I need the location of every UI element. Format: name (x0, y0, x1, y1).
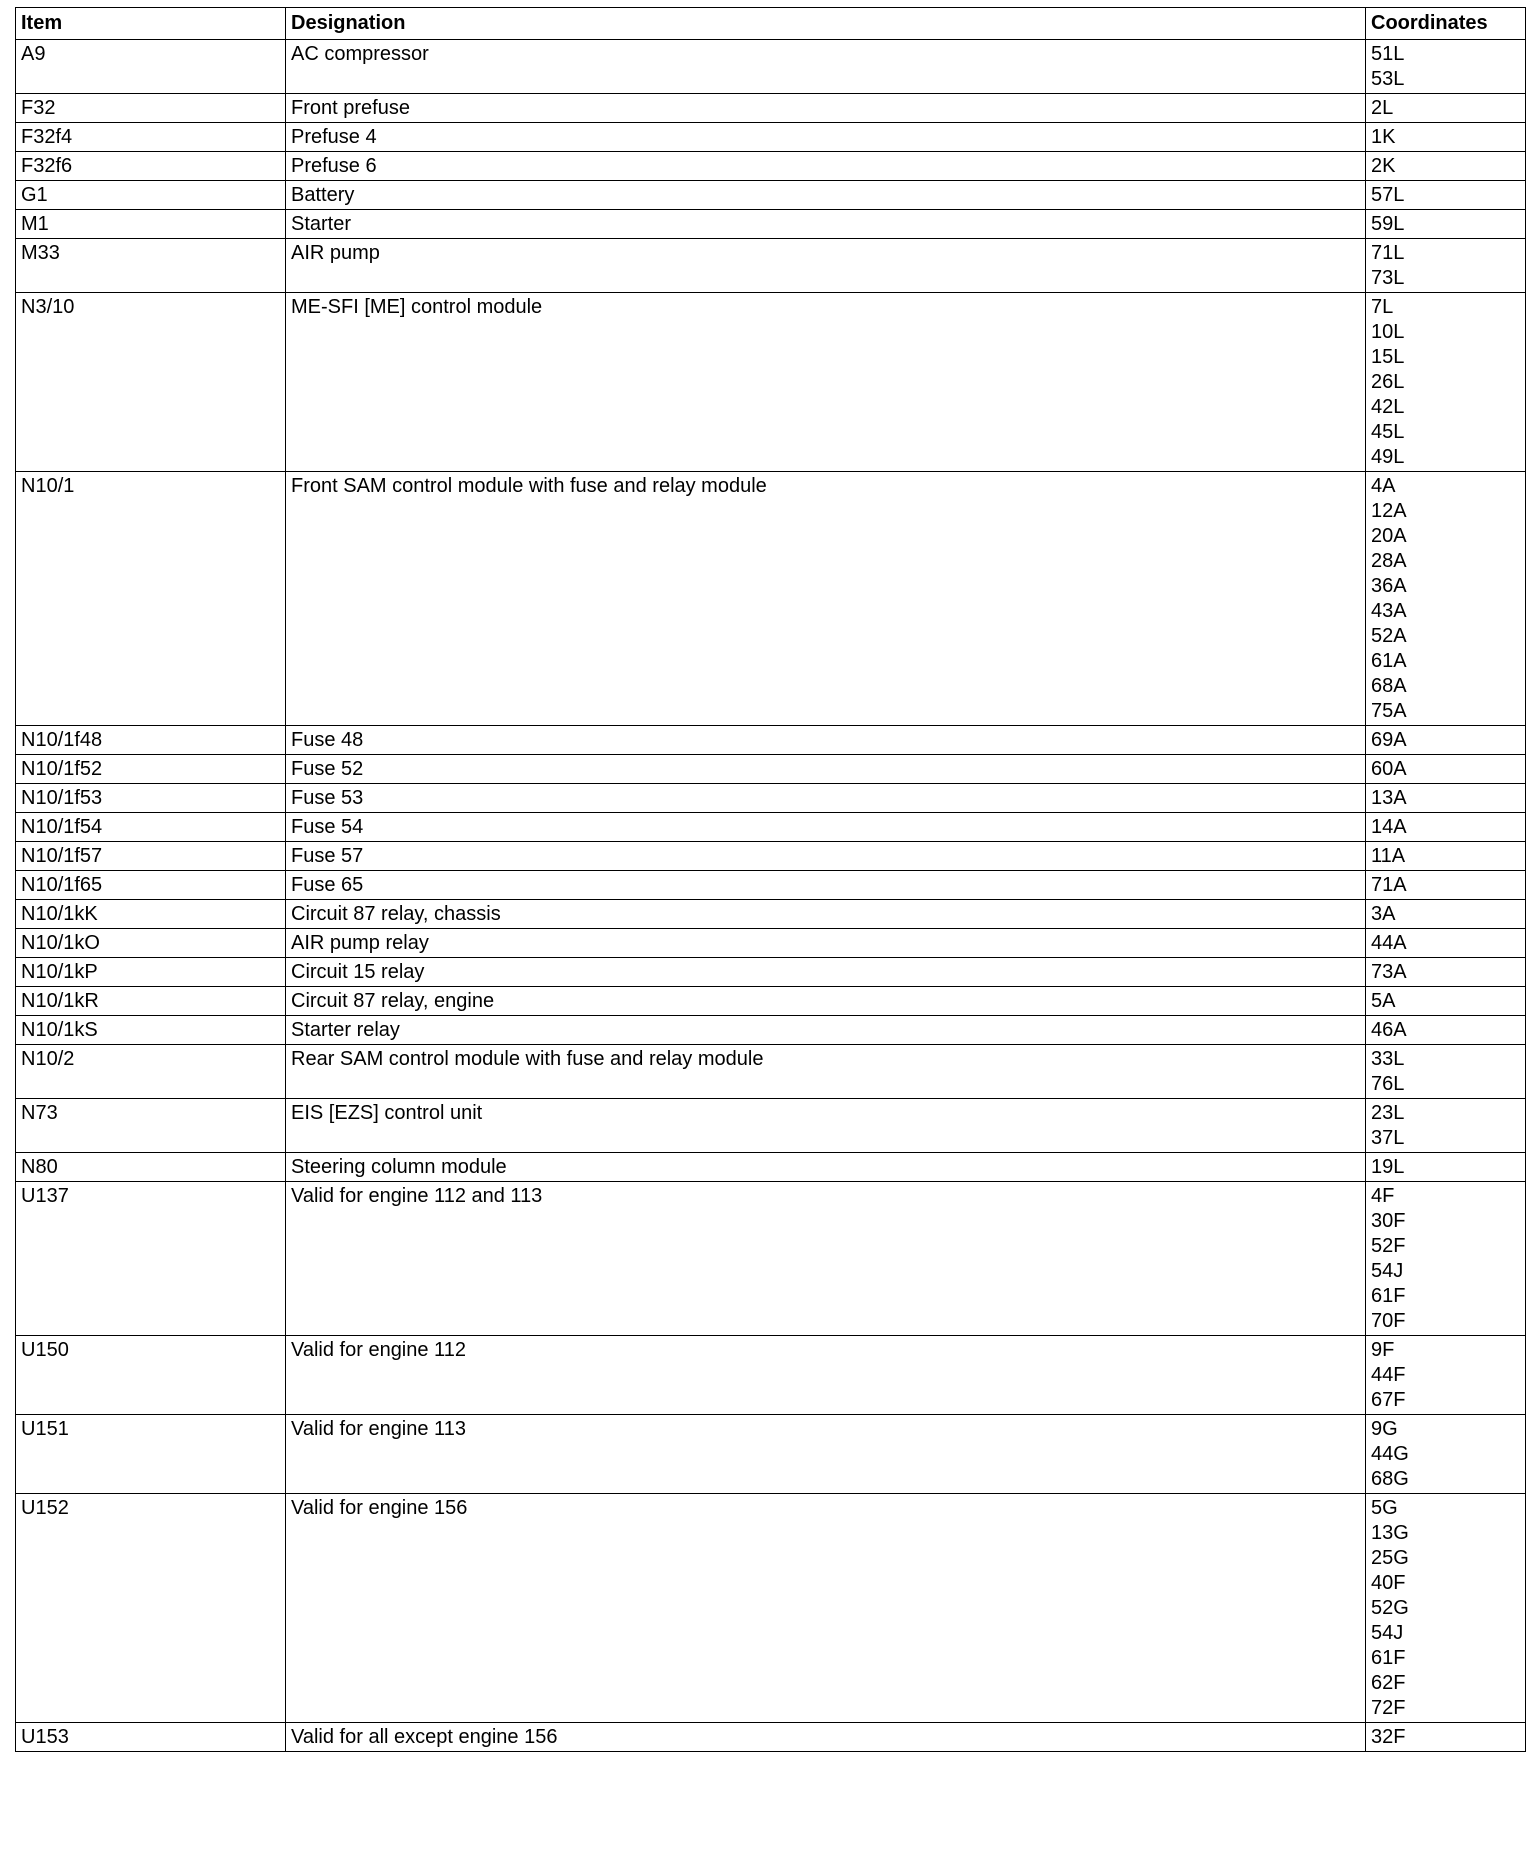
item-cell: N10/1kR (16, 987, 286, 1016)
coordinates-cell (1366, 1099, 1526, 1153)
item-cell: U137 (16, 1182, 286, 1336)
coordinates-cell (1366, 813, 1526, 842)
designation-cell: Valid for engine 112 (286, 1336, 1366, 1415)
designation-cell: Front prefuse (286, 94, 1366, 123)
coordinates-cell (1366, 1182, 1526, 1336)
coordinate-value: 3A (1371, 903, 1396, 925)
designation-cell: Valid for engine 112 and 113 (286, 1182, 1366, 1336)
designation-cell: Starter relay (286, 1016, 1366, 1045)
designation-cell: Fuse 52 (286, 755, 1366, 784)
table-row (16, 1415, 1526, 1494)
coordinate-value: 32F (1371, 1726, 1406, 1748)
coordinate-value: 73L (1371, 267, 1405, 289)
coordinate-value: 61F (1371, 1647, 1406, 1669)
table-body (16, 40, 1526, 1752)
coordinate-value: 71L (1371, 242, 1405, 264)
coordinates-cell (1366, 1045, 1526, 1099)
coordinate-value: 76L (1371, 1073, 1405, 1095)
table-row (16, 1182, 1526, 1336)
coordinate-value: 68G (1371, 1468, 1409, 1490)
table-row (16, 842, 1526, 871)
table-row (16, 123, 1526, 152)
designation-cell: Valid for engine 156 (286, 1494, 1366, 1723)
header-row (16, 8, 1526, 40)
coordinates-cell (1366, 239, 1526, 293)
table-row (16, 472, 1526, 726)
designation-cell: AIR pump (286, 239, 1366, 293)
coordinate-value: 69A (1371, 729, 1407, 751)
coordinate-value: 20A (1371, 525, 1407, 547)
coordinate-value: 49L (1371, 446, 1405, 468)
designation-cell: Steering column module (286, 1153, 1366, 1182)
table-row (16, 1153, 1526, 1182)
coordinate-value: 46A (1371, 1019, 1407, 1041)
table-row (16, 40, 1526, 94)
coordinates-cell (1366, 210, 1526, 239)
table-row (16, 1099, 1526, 1153)
coordinates-cell (1366, 842, 1526, 871)
coordinates-cell (1366, 293, 1526, 472)
table-row (16, 755, 1526, 784)
coordinate-value: 25G (1371, 1547, 1409, 1569)
table-row (16, 726, 1526, 755)
table-row (16, 1723, 1526, 1752)
table-row (16, 784, 1526, 813)
coordinate-value: 15L (1371, 346, 1405, 368)
coordinates-cell (1366, 1415, 1526, 1494)
designation-cell: ME-SFI [ME] control module (286, 293, 1366, 472)
coordinates-cell (1366, 1723, 1526, 1752)
item-cell: N3/10 (16, 293, 286, 472)
item-cell: U152 (16, 1494, 286, 1723)
designation-cell: Circuit 87 relay, engine (286, 987, 1366, 1016)
coordinate-value: 13A (1371, 787, 1407, 809)
designation-cell: Fuse 65 (286, 871, 1366, 900)
designation-cell: Circuit 87 relay, chassis (286, 900, 1366, 929)
coordinate-value: 40F (1371, 1572, 1406, 1594)
table-row (16, 900, 1526, 929)
designation-cell: Fuse 48 (286, 726, 1366, 755)
coordinate-value: 13G (1371, 1522, 1409, 1544)
coordinate-value: 42L (1371, 396, 1405, 418)
item-cell: F32 (16, 94, 286, 123)
coordinate-value: 44A (1371, 932, 1407, 954)
coordinates-cell (1366, 40, 1526, 94)
table-row (16, 152, 1526, 181)
item-cell: N10/1 (16, 472, 286, 726)
coordinates-cell (1366, 900, 1526, 929)
coordinates-cell (1366, 181, 1526, 210)
item-cell: N80 (16, 1153, 286, 1182)
table-row (16, 958, 1526, 987)
item-cell: U151 (16, 1415, 286, 1494)
coordinate-value: 52A (1371, 625, 1407, 647)
coordinate-value: 44G (1371, 1443, 1409, 1465)
coordinate-value: 61F (1371, 1285, 1406, 1307)
table-row (16, 94, 1526, 123)
coordinate-value: 30F (1371, 1210, 1406, 1232)
coordinates-cell (1366, 1153, 1526, 1182)
coordinate-value: 52G (1371, 1597, 1409, 1619)
designation-cell: Valid for engine 113 (286, 1415, 1366, 1494)
item-cell: N10/1f48 (16, 726, 286, 755)
coordinate-value: 51L (1371, 43, 1405, 65)
coordinate-value: 23L (1371, 1102, 1405, 1124)
designation-cell: Battery (286, 181, 1366, 210)
coordinates-cell (1366, 871, 1526, 900)
coordinate-value: 37L (1371, 1127, 1405, 1149)
header-item: Item (16, 8, 286, 40)
header-coordinates: Coordinates (1366, 8, 1526, 40)
coordinate-value: 14A (1371, 816, 1407, 838)
designation-cell: Fuse 54 (286, 813, 1366, 842)
table-row (16, 813, 1526, 842)
item-cell: N10/1f54 (16, 813, 286, 842)
coordinate-value: 19L (1371, 1156, 1405, 1178)
designation-cell: EIS [EZS] control unit (286, 1099, 1366, 1153)
item-cell: U150 (16, 1336, 286, 1415)
coordinate-value: 52F (1371, 1235, 1406, 1257)
designation-cell: Rear SAM control module with fuse and relay module (286, 1045, 1366, 1099)
item-cell: N10/1kO (16, 929, 286, 958)
coordinate-value: 43A (1371, 600, 1407, 622)
coordinate-value: 45L (1371, 421, 1405, 443)
coordinates-cell (1366, 784, 1526, 813)
coordinate-value: 9G (1371, 1418, 1398, 1440)
table-row (16, 210, 1526, 239)
coordinate-value: 10L (1371, 321, 1405, 343)
component-table (15, 7, 1526, 1752)
coordinate-value: 26L (1371, 371, 1405, 393)
designation-cell: AC compressor (286, 40, 1366, 94)
coordinate-value: 61A (1371, 650, 1407, 672)
item-cell: N10/1f53 (16, 784, 286, 813)
designation-cell: Prefuse 4 (286, 123, 1366, 152)
coordinate-value: 54J (1371, 1260, 1404, 1282)
coordinates-cell (1366, 123, 1526, 152)
table-row (16, 293, 1526, 472)
item-cell: N10/2 (16, 1045, 286, 1099)
coordinate-value: 68A (1371, 675, 1407, 697)
item-cell: G1 (16, 181, 286, 210)
coordinate-value: 12A (1371, 500, 1407, 522)
coordinate-value: 2K (1371, 155, 1396, 177)
coordinates-cell (1366, 958, 1526, 987)
coordinate-value: 75A (1371, 700, 1407, 722)
coordinate-value: 54J (1371, 1622, 1404, 1644)
coordinate-value: 57L (1371, 184, 1405, 206)
coordinate-value: 7L (1371, 296, 1394, 318)
coordinate-value: 4F (1371, 1185, 1395, 1207)
table-row (16, 239, 1526, 293)
item-cell: N10/1f52 (16, 755, 286, 784)
coordinate-value: 73A (1371, 961, 1407, 983)
designation-cell: AIR pump relay (286, 929, 1366, 958)
coordinates-cell (1366, 1494, 1526, 1723)
item-cell: N10/1kK (16, 900, 286, 929)
item-cell: N10/1f65 (16, 871, 286, 900)
designation-cell: Front SAM control module with fuse and relay module (286, 472, 1366, 726)
coordinates-cell (1366, 755, 1526, 784)
designation-cell: Fuse 53 (286, 784, 1366, 813)
item-cell: F32f6 (16, 152, 286, 181)
item-cell: N73 (16, 1099, 286, 1153)
coordinates-cell (1366, 1336, 1526, 1415)
table-row (16, 1336, 1526, 1415)
table-row (16, 929, 1526, 958)
coordinate-value: 11A (1371, 845, 1406, 867)
designation-cell: Prefuse 6 (286, 152, 1366, 181)
item-cell: U153 (16, 1723, 286, 1752)
coordinates-cell (1366, 94, 1526, 123)
header-designation: Designation (286, 8, 1366, 40)
table-row (16, 1045, 1526, 1099)
item-cell: A9 (16, 40, 286, 94)
item-cell: M33 (16, 239, 286, 293)
table-row (16, 1016, 1526, 1045)
table-row (16, 1494, 1526, 1723)
coordinate-value: 33L (1371, 1048, 1405, 1070)
coordinate-value: 2L (1371, 97, 1394, 119)
coordinate-value: 60A (1371, 758, 1407, 780)
coordinate-value: 62F (1371, 1672, 1406, 1694)
item-cell: N10/1f57 (16, 842, 286, 871)
coordinate-value: 71A (1371, 874, 1407, 896)
coordinate-value: 70F (1371, 1310, 1406, 1332)
table-row (16, 181, 1526, 210)
table-row (16, 987, 1526, 1016)
coordinate-value: 59L (1371, 213, 1405, 235)
coordinate-value: 9F (1371, 1339, 1395, 1361)
table-row (16, 871, 1526, 900)
coordinate-value: 72F (1371, 1697, 1406, 1719)
coordinate-value: 44F (1371, 1364, 1406, 1386)
coordinate-value: 4A (1371, 475, 1396, 497)
designation-cell: Valid for all except engine 156 (286, 1723, 1366, 1752)
coordinate-value: 5G (1371, 1497, 1398, 1519)
item-cell: N10/1kS (16, 1016, 286, 1045)
coordinate-value: 53L (1371, 68, 1405, 90)
coordinates-cell (1366, 929, 1526, 958)
designation-cell: Starter (286, 210, 1366, 239)
item-cell: M1 (16, 210, 286, 239)
coordinates-cell (1366, 1016, 1526, 1045)
coordinates-cell (1366, 726, 1526, 755)
coordinate-value: 28A (1371, 550, 1407, 572)
coordinates-cell (1366, 987, 1526, 1016)
item-cell: F32f4 (16, 123, 286, 152)
coordinate-value: 5A (1371, 990, 1396, 1012)
coordinate-value: 36A (1371, 575, 1407, 597)
designation-cell: Fuse 57 (286, 842, 1366, 871)
coordinate-value: 67F (1371, 1389, 1406, 1411)
coordinates-cell (1366, 152, 1526, 181)
designation-cell: Circuit 15 relay (286, 958, 1366, 987)
coordinates-cell (1366, 472, 1526, 726)
item-cell: N10/1kP (16, 958, 286, 987)
coordinate-value: 1K (1371, 126, 1396, 148)
